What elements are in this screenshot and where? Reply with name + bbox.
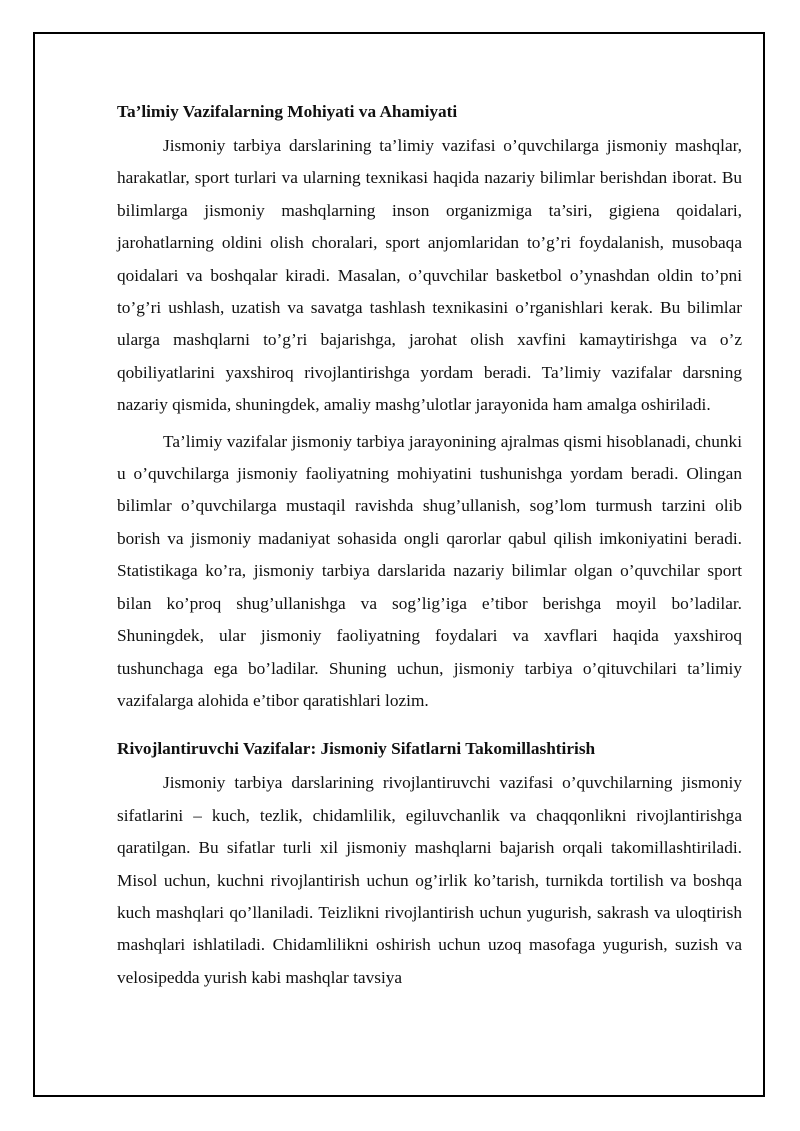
section-heading-talimiy: Ta’limiy Vazifalarning Mohiyati va Ahamiyati xyxy=(117,102,458,121)
document-body xyxy=(117,98,742,994)
paragraph-rivojlantiruvchi-1: Jismoniy tarbiya darslarining rivojlantiruvchi vazifasi o’quvchilarning jismoniy sifatlarini – kuch, tezlik, chidamlilik, egiluvchanlik va chaqqonlikni rivojlantirishga qaratilgan. Bu sifatlar turli xil jismoniy mashqlarni bajarish orqali takomillashtiriladi. Misol uchun, kuchni rivojlantirish uchun og’irlik ko’tarish, turnikda tortilish va boshqa kuch mashqlari qo’llaniladi. Teizlikni rivojlantirish uchun yugurish, sakrash va uloqtirish mashqlari ishlatiladi. Chidamlilikni oshirish uchun uzoq masofaga yugurish, suzish va velosipedda yurish kabi mashqlar tavsiya xyxy=(117,773,742,987)
paragraph-talimiy-2: Ta’limiy vazifalar jismoniy tarbiya jarayonining ajralmas qismi hisoblanadi, chunki u o’quvchilarga jismoniy faoliyatning mohiyatini tushunishga yordam beradi. Olingan bilimlar o’quvchilarga mustaqil ravishda shug’ullanish, sog’lom turmush tarzini olib borish va jismoniy madaniyat sohasida ongli qarorlar qabul qilish imkoniyatini beradi. Statistikaga ko’ra, jismoniy tarbiya darslarida nazariy bilimlar olgan o’quvchilar sport bilan ko’proq shug’ullanishga va sog’lig’iga e’tibor berishga moyil bo’ladilar. Shuningdek, ular jismoniy faoliyatning foydalari va xavflari haqida yaxshiroq tushunchaga ega bo’ladilar. Shuning uchun, jismoniy tarbiya o’qituvchilari ta’limiy vazifalarga alohida e’tibor qaratishlari lozim. xyxy=(117,431,742,710)
paragraph-talimiy-1: Jismoniy tarbiya darslarining ta’limiy vazifasi o’quvchilarga jismoniy mashqlar, harakatlar, sport turlari va ularning texnikasi haqida nazariy bilimlar berishdan iborat. Bu bilimlarga jismoniy mashqlarning inson organizmiga ta’siri, gigiena qoidalari, jarohatlarning oldini olish choralari, sport anjomlaridan to’g’ri foydalanish, musobaqa qoidalari va boshqalar kiradi. Masalan, o’quvchilar basketbol o’ynashdan oldin to’pni to’g’ri ushlash, uzatish va savatga tashlash texnikasini o’rganishlari kerak. Bu bilimlar ularga mashqlarni to’g’ri bajarishga, jarohat olish xavfini kamaytirishga va o’z qobiliyatlarini yaxshiroq rivojlantirishga yordam beradi. Ta’limiy vazifalar darsning nazariy qismida, shuningdek, amaliy mashg’ulotlar jarayonida ham amalga oshiriladi. xyxy=(117,136,742,415)
section-heading-rivojlantiruvchi: Rivojlantiruvchi Vazifalar: Jismoniy Sifatlarni Takomillashtirish xyxy=(117,739,596,759)
